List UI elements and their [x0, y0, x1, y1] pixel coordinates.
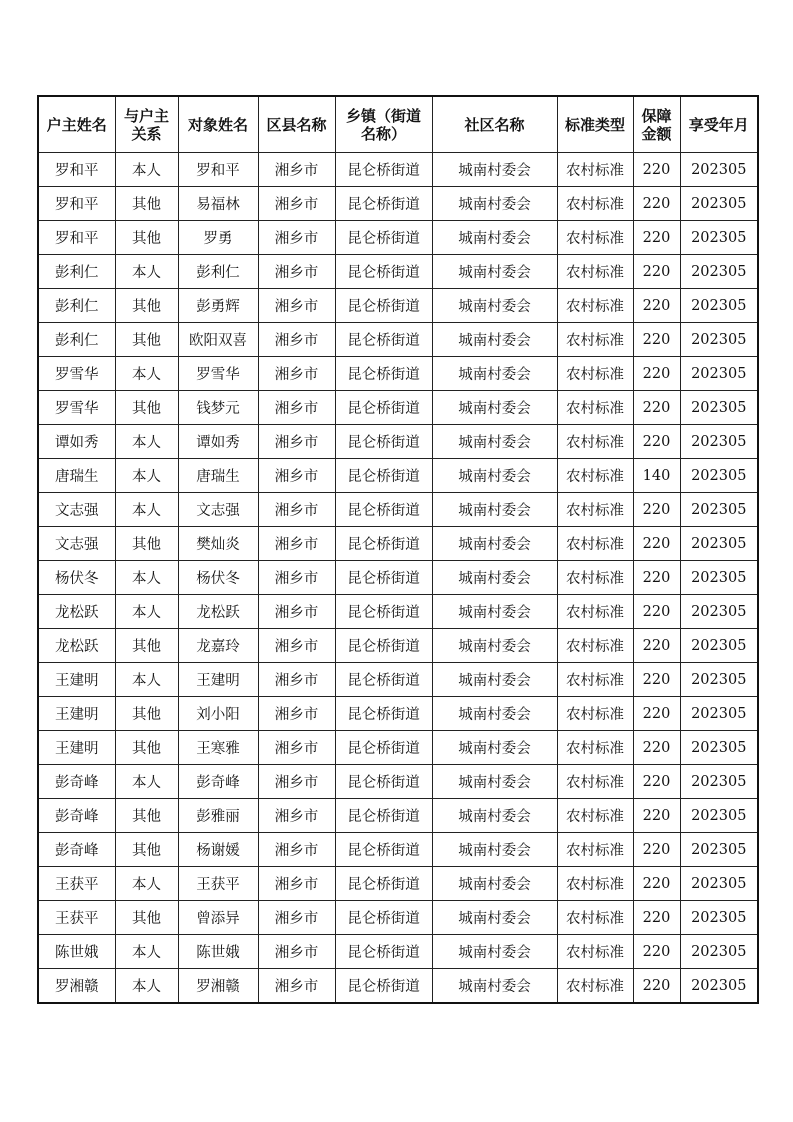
cell-community-name: 城南村委会: [432, 595, 557, 629]
header-cell: 标准类型: [557, 96, 633, 153]
cell-recipient-name: 钱梦元: [178, 391, 258, 425]
cell-household-head-name: 王获平: [38, 901, 115, 935]
cell-community-name: 城南村委会: [432, 493, 557, 527]
cell-standard-type: 农村标准: [557, 323, 633, 357]
cell-household-head-name: 王建明: [38, 663, 115, 697]
cell-recipient-name: 谭如秀: [178, 425, 258, 459]
cell-community-name: 城南村委会: [432, 425, 557, 459]
cell-benefit-month: 202305: [680, 663, 758, 697]
cell-community-name: 城南村委会: [432, 969, 557, 1004]
cell-benefit-month: 202305: [680, 799, 758, 833]
cell-subsidy-amount: 220: [633, 697, 680, 731]
cell-recipient-name: 曾添异: [178, 901, 258, 935]
cell-community-name: 城南村委会: [432, 629, 557, 663]
table-body: [38, 153, 758, 1004]
cell-standard-type: 农村标准: [557, 629, 633, 663]
cell-county-name: 湘乡市: [258, 799, 335, 833]
cell-recipient-name: 王建明: [178, 663, 258, 697]
cell-recipient-name: 王获平: [178, 867, 258, 901]
cell-recipient-name: 杨伏冬: [178, 561, 258, 595]
cell-household-head-name: 王建明: [38, 731, 115, 765]
table-header-row: [38, 96, 758, 153]
cell-county-name: 湘乡市: [258, 833, 335, 867]
cell-subsidy-amount: 220: [633, 765, 680, 799]
cell-community-name: 城南村委会: [432, 289, 557, 323]
cell-county-name: 湘乡市: [258, 493, 335, 527]
cell-relation: 本人: [115, 153, 178, 187]
cell-town-name: 昆仑桥街道: [335, 765, 432, 799]
cell-household-head-name: 杨伏冬: [38, 561, 115, 595]
cell-recipient-name: 罗和平: [178, 153, 258, 187]
cell-subsidy-amount: 220: [633, 901, 680, 935]
cell-standard-type: 农村标准: [557, 935, 633, 969]
header-cell: 保障金额: [633, 96, 680, 153]
cell-household-head-name: 龙松跃: [38, 595, 115, 629]
cell-county-name: 湘乡市: [258, 629, 335, 663]
cell-community-name: 城南村委会: [432, 935, 557, 969]
cell-county-name: 湘乡市: [258, 663, 335, 697]
cell-standard-type: 农村标准: [557, 731, 633, 765]
cell-relation: 其他: [115, 187, 178, 221]
cell-community-name: 城南村委会: [432, 357, 557, 391]
cell-county-name: 湘乡市: [258, 459, 335, 493]
cell-subsidy-amount: 220: [633, 323, 680, 357]
cell-town-name: 昆仑桥街道: [335, 697, 432, 731]
cell-county-name: 湘乡市: [258, 901, 335, 935]
cell-town-name: 昆仑桥街道: [335, 799, 432, 833]
cell-recipient-name: 龙嘉玲: [178, 629, 258, 663]
cell-household-head-name: 文志强: [38, 493, 115, 527]
cell-relation: 其他: [115, 799, 178, 833]
cell-standard-type: 农村标准: [557, 833, 633, 867]
cell-community-name: 城南村委会: [432, 697, 557, 731]
cell-standard-type: 农村标准: [557, 527, 633, 561]
cell-household-head-name: 唐瑞生: [38, 459, 115, 493]
cell-standard-type: 农村标准: [557, 187, 633, 221]
cell-county-name: 湘乡市: [258, 255, 335, 289]
cell-relation: 本人: [115, 425, 178, 459]
cell-recipient-name: 樊灿炎: [178, 527, 258, 561]
cell-county-name: 湘乡市: [258, 425, 335, 459]
cell-relation: 本人: [115, 459, 178, 493]
table-row: [38, 391, 758, 425]
cell-county-name: 湘乡市: [258, 765, 335, 799]
cell-benefit-month: 202305: [680, 221, 758, 255]
table-row: [38, 493, 758, 527]
cell-subsidy-amount: 220: [633, 357, 680, 391]
cell-benefit-month: 202305: [680, 765, 758, 799]
cell-community-name: 城南村委会: [432, 221, 557, 255]
cell-subsidy-amount: 220: [633, 663, 680, 697]
cell-benefit-month: 202305: [680, 493, 758, 527]
cell-county-name: 湘乡市: [258, 697, 335, 731]
table-row: [38, 833, 758, 867]
cell-relation: 本人: [115, 561, 178, 595]
cell-household-head-name: 彭利仁: [38, 323, 115, 357]
cell-town-name: 昆仑桥街道: [335, 901, 432, 935]
cell-subsidy-amount: 220: [633, 867, 680, 901]
cell-recipient-name: 杨谢媛: [178, 833, 258, 867]
cell-benefit-month: 202305: [680, 255, 758, 289]
cell-community-name: 城南村委会: [432, 765, 557, 799]
table-row: [38, 323, 758, 357]
cell-town-name: 昆仑桥街道: [335, 493, 432, 527]
cell-county-name: 湘乡市: [258, 221, 335, 255]
cell-recipient-name: 唐瑞生: [178, 459, 258, 493]
cell-relation: 其他: [115, 527, 178, 561]
table-row: [38, 527, 758, 561]
cell-household-head-name: 彭奇峰: [38, 765, 115, 799]
cell-household-head-name: 彭奇峰: [38, 799, 115, 833]
table-row: [38, 901, 758, 935]
cell-recipient-name: 彭奇峰: [178, 765, 258, 799]
cell-recipient-name: 刘小阳: [178, 697, 258, 731]
cell-standard-type: 农村标准: [557, 799, 633, 833]
table-row: [38, 697, 758, 731]
cell-household-head-name: 文志强: [38, 527, 115, 561]
cell-standard-type: 农村标准: [557, 663, 633, 697]
cell-household-head-name: 王建明: [38, 697, 115, 731]
header-cell: 社区名称: [432, 96, 557, 153]
cell-benefit-month: 202305: [680, 969, 758, 1004]
cell-benefit-month: 202305: [680, 833, 758, 867]
cell-standard-type: 农村标准: [557, 595, 633, 629]
table-row: [38, 357, 758, 391]
cell-relation: 本人: [115, 935, 178, 969]
cell-county-name: 湘乡市: [258, 969, 335, 1004]
cell-town-name: 昆仑桥街道: [335, 459, 432, 493]
cell-relation: 本人: [115, 357, 178, 391]
cell-subsidy-amount: 220: [633, 493, 680, 527]
cell-relation: 本人: [115, 663, 178, 697]
cell-town-name: 昆仑桥街道: [335, 561, 432, 595]
cell-town-name: 昆仑桥街道: [335, 969, 432, 1004]
cell-town-name: 昆仑桥街道: [335, 935, 432, 969]
table-row: [38, 867, 758, 901]
cell-community-name: 城南村委会: [432, 901, 557, 935]
cell-benefit-month: 202305: [680, 935, 758, 969]
header-cell: 享受年月: [680, 96, 758, 153]
header-cell: 对象姓名: [178, 96, 258, 153]
cell-community-name: 城南村委会: [432, 833, 557, 867]
cell-community-name: 城南村委会: [432, 867, 557, 901]
cell-subsidy-amount: 140: [633, 459, 680, 493]
cell-standard-type: 农村标准: [557, 561, 633, 595]
cell-benefit-month: 202305: [680, 561, 758, 595]
cell-town-name: 昆仑桥街道: [335, 867, 432, 901]
cell-community-name: 城南村委会: [432, 561, 557, 595]
cell-recipient-name: 陈世娥: [178, 935, 258, 969]
table-row: [38, 459, 758, 493]
cell-relation: 其他: [115, 731, 178, 765]
cell-community-name: 城南村委会: [432, 255, 557, 289]
cell-relation: 其他: [115, 391, 178, 425]
cell-benefit-month: 202305: [680, 459, 758, 493]
cell-county-name: 湘乡市: [258, 357, 335, 391]
cell-benefit-month: 202305: [680, 629, 758, 663]
cell-subsidy-amount: 220: [633, 561, 680, 595]
table-row: [38, 629, 758, 663]
table-row: [38, 935, 758, 969]
cell-standard-type: 农村标准: [557, 969, 633, 1004]
table-row: [38, 187, 758, 221]
cell-household-head-name: 谭如秀: [38, 425, 115, 459]
cell-recipient-name: 彭利仁: [178, 255, 258, 289]
cell-benefit-month: 202305: [680, 731, 758, 765]
cell-benefit-month: 202305: [680, 187, 758, 221]
header-cell: 与户主关系: [115, 96, 178, 153]
cell-subsidy-amount: 220: [633, 935, 680, 969]
cell-subsidy-amount: 220: [633, 629, 680, 663]
cell-town-name: 昆仑桥街道: [335, 187, 432, 221]
cell-relation: 其他: [115, 289, 178, 323]
cell-benefit-month: 202305: [680, 289, 758, 323]
cell-recipient-name: 欧阳双喜: [178, 323, 258, 357]
cell-household-head-name: 罗湘赣: [38, 969, 115, 1004]
cell-recipient-name: 彭雅丽: [178, 799, 258, 833]
cell-subsidy-amount: 220: [633, 527, 680, 561]
table-row: [38, 731, 758, 765]
cell-household-head-name: 龙松跃: [38, 629, 115, 663]
cell-standard-type: 农村标准: [557, 425, 633, 459]
table-row: [38, 153, 758, 187]
cell-relation: 本人: [115, 255, 178, 289]
cell-community-name: 城南村委会: [432, 153, 557, 187]
table-row: [38, 289, 758, 323]
cell-benefit-month: 202305: [680, 425, 758, 459]
cell-community-name: 城南村委会: [432, 187, 557, 221]
header-cell: 户主姓名: [38, 96, 115, 153]
cell-county-name: 湘乡市: [258, 289, 335, 323]
cell-subsidy-amount: 220: [633, 425, 680, 459]
cell-town-name: 昆仑桥街道: [335, 425, 432, 459]
table-row: [38, 799, 758, 833]
cell-town-name: 昆仑桥街道: [335, 153, 432, 187]
cell-community-name: 城南村委会: [432, 459, 557, 493]
document-page: [37, 95, 757, 1004]
cell-benefit-month: 202305: [680, 153, 758, 187]
table-row: [38, 425, 758, 459]
cell-county-name: 湘乡市: [258, 391, 335, 425]
cell-relation: 本人: [115, 493, 178, 527]
cell-standard-type: 农村标准: [557, 493, 633, 527]
cell-community-name: 城南村委会: [432, 527, 557, 561]
cell-recipient-name: 罗勇: [178, 221, 258, 255]
cell-subsidy-amount: 220: [633, 969, 680, 1004]
cell-county-name: 湘乡市: [258, 323, 335, 357]
cell-relation: 其他: [115, 697, 178, 731]
cell-recipient-name: 罗雪华: [178, 357, 258, 391]
cell-community-name: 城南村委会: [432, 731, 557, 765]
cell-community-name: 城南村委会: [432, 323, 557, 357]
cell-town-name: 昆仑桥街道: [335, 663, 432, 697]
cell-benefit-month: 202305: [680, 357, 758, 391]
cell-benefit-month: 202305: [680, 697, 758, 731]
cell-subsidy-amount: 220: [633, 833, 680, 867]
cell-standard-type: 农村标准: [557, 357, 633, 391]
cell-standard-type: 农村标准: [557, 255, 633, 289]
cell-relation: 本人: [115, 867, 178, 901]
assistance-table: [37, 95, 759, 1004]
cell-benefit-month: 202305: [680, 391, 758, 425]
cell-town-name: 昆仑桥街道: [335, 289, 432, 323]
cell-subsidy-amount: 220: [633, 187, 680, 221]
cell-recipient-name: 龙松跃: [178, 595, 258, 629]
cell-standard-type: 农村标准: [557, 289, 633, 323]
cell-recipient-name: 文志强: [178, 493, 258, 527]
header-cell: 区县名称: [258, 96, 335, 153]
cell-community-name: 城南村委会: [432, 663, 557, 697]
cell-household-head-name: 彭利仁: [38, 289, 115, 323]
header-cell: 乡镇（街道名称）: [335, 96, 432, 153]
cell-standard-type: 农村标准: [557, 901, 633, 935]
cell-benefit-month: 202305: [680, 323, 758, 357]
cell-standard-type: 农村标准: [557, 153, 633, 187]
cell-subsidy-amount: 220: [633, 221, 680, 255]
cell-town-name: 昆仑桥街道: [335, 527, 432, 561]
cell-standard-type: 农村标准: [557, 221, 633, 255]
cell-subsidy-amount: 220: [633, 595, 680, 629]
cell-household-head-name: 彭利仁: [38, 255, 115, 289]
cell-subsidy-amount: 220: [633, 255, 680, 289]
table-row: [38, 561, 758, 595]
cell-household-head-name: 罗雪华: [38, 391, 115, 425]
cell-town-name: 昆仑桥街道: [335, 255, 432, 289]
cell-household-head-name: 罗和平: [38, 221, 115, 255]
cell-recipient-name: 王寒雅: [178, 731, 258, 765]
cell-town-name: 昆仑桥街道: [335, 731, 432, 765]
cell-subsidy-amount: 220: [633, 731, 680, 765]
cell-household-head-name: 彭奇峰: [38, 833, 115, 867]
table-row: [38, 595, 758, 629]
cell-town-name: 昆仑桥街道: [335, 221, 432, 255]
cell-town-name: 昆仑桥街道: [335, 833, 432, 867]
cell-relation: 其他: [115, 323, 178, 357]
cell-household-head-name: 王获平: [38, 867, 115, 901]
cell-standard-type: 农村标准: [557, 459, 633, 493]
cell-relation: 本人: [115, 969, 178, 1004]
cell-county-name: 湘乡市: [258, 867, 335, 901]
cell-county-name: 湘乡市: [258, 935, 335, 969]
table-row: [38, 969, 758, 1004]
cell-county-name: 湘乡市: [258, 561, 335, 595]
cell-town-name: 昆仑桥街道: [335, 629, 432, 663]
cell-relation: 其他: [115, 629, 178, 663]
cell-recipient-name: 彭勇辉: [178, 289, 258, 323]
cell-household-head-name: 陈世娥: [38, 935, 115, 969]
cell-relation: 其他: [115, 221, 178, 255]
cell-subsidy-amount: 220: [633, 153, 680, 187]
cell-household-head-name: 罗和平: [38, 187, 115, 221]
cell-town-name: 昆仑桥街道: [335, 595, 432, 629]
cell-town-name: 昆仑桥街道: [335, 323, 432, 357]
cell-subsidy-amount: 220: [633, 289, 680, 323]
cell-county-name: 湘乡市: [258, 595, 335, 629]
cell-household-head-name: 罗雪华: [38, 357, 115, 391]
cell-benefit-month: 202305: [680, 901, 758, 935]
table-row: [38, 221, 758, 255]
cell-benefit-month: 202305: [680, 867, 758, 901]
cell-standard-type: 农村标准: [557, 867, 633, 901]
table-row: [38, 765, 758, 799]
cell-town-name: 昆仑桥街道: [335, 357, 432, 391]
cell-recipient-name: 罗湘赣: [178, 969, 258, 1004]
cell-town-name: 昆仑桥街道: [335, 391, 432, 425]
table-row: [38, 663, 758, 697]
cell-standard-type: 农村标准: [557, 765, 633, 799]
cell-county-name: 湘乡市: [258, 187, 335, 221]
cell-benefit-month: 202305: [680, 595, 758, 629]
cell-county-name: 湘乡市: [258, 731, 335, 765]
cell-subsidy-amount: 220: [633, 799, 680, 833]
cell-county-name: 湘乡市: [258, 527, 335, 561]
cell-standard-type: 农村标准: [557, 697, 633, 731]
cell-relation: 其他: [115, 833, 178, 867]
table-row: [38, 255, 758, 289]
cell-benefit-month: 202305: [680, 527, 758, 561]
cell-subsidy-amount: 220: [633, 391, 680, 425]
cell-standard-type: 农村标准: [557, 391, 633, 425]
cell-community-name: 城南村委会: [432, 391, 557, 425]
cell-recipient-name: 易福林: [178, 187, 258, 221]
cell-relation: 本人: [115, 765, 178, 799]
cell-county-name: 湘乡市: [258, 153, 335, 187]
cell-relation: 其他: [115, 901, 178, 935]
cell-relation: 本人: [115, 595, 178, 629]
cell-community-name: 城南村委会: [432, 799, 557, 833]
cell-household-head-name: 罗和平: [38, 153, 115, 187]
